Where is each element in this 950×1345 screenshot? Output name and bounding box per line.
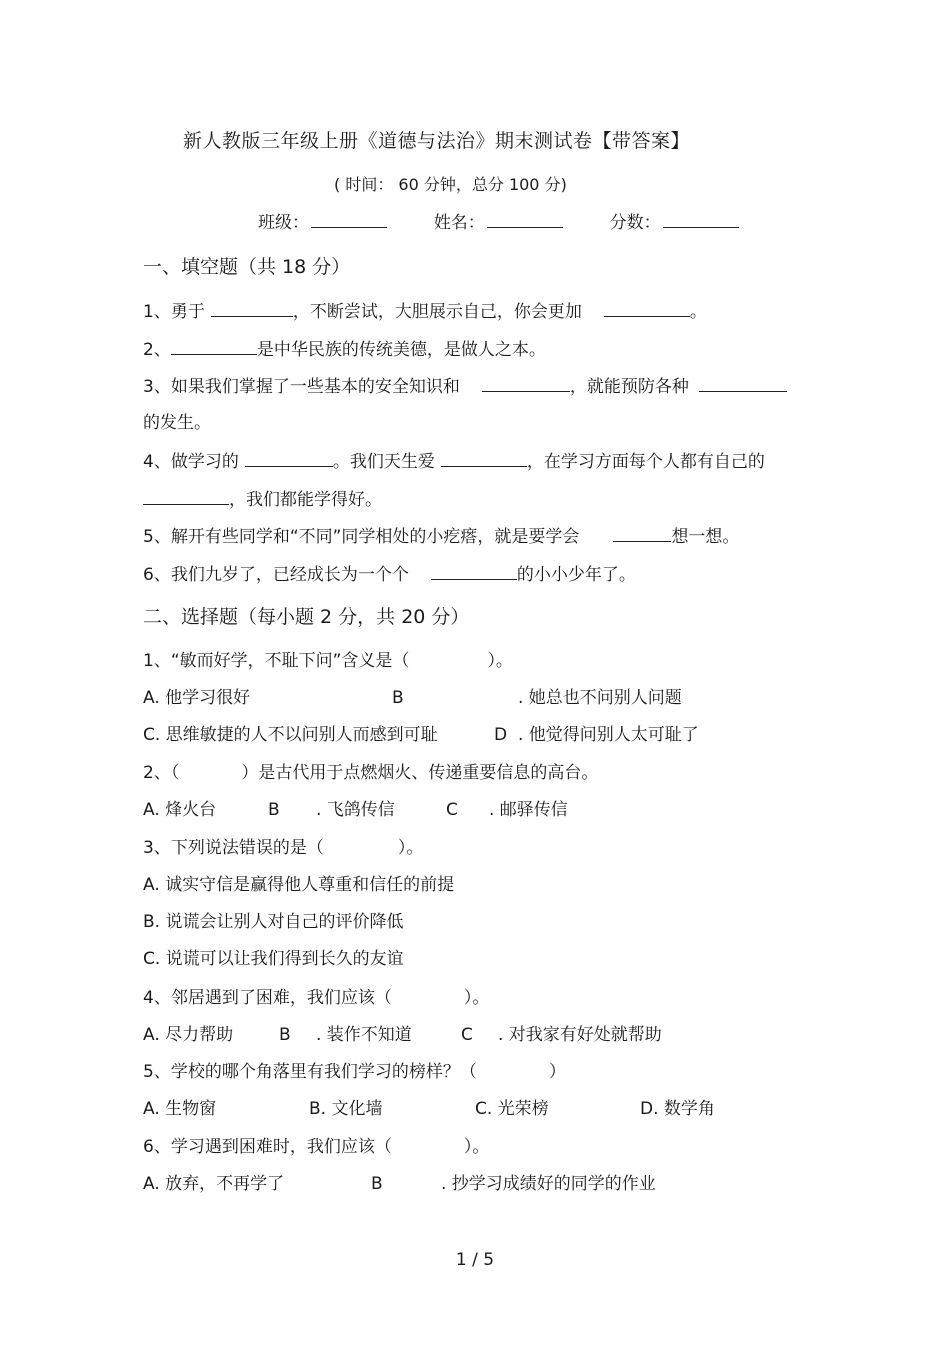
q-text: ，不断尝试，大胆展示自己，你会更加 [292,302,582,322]
q-text: ）。 [463,1137,490,1157]
option-c-letter[interactable]: C [446,800,458,820]
option-c[interactable]: . 对我家有好处就帮助 [498,1025,662,1045]
question-1-4 [143,450,765,473]
option-c[interactable]: C. 光荣榜 [475,1099,549,1119]
q-text: 想一想。 [671,527,740,547]
q-text: 1、勇于 [143,302,205,322]
answer-blank[interactable] [211,300,293,317]
option-a[interactable]: A. 尽力帮助 [143,1025,234,1045]
q-text: 5、解开有些同学和“不同”同学相处的小疙瘩，就是要学会 [143,527,580,547]
student-fields [258,211,739,234]
question-1-1 [143,300,707,323]
option-b-letter[interactable]: B [268,800,280,820]
score-label: 分数： [609,213,661,233]
q-text: 6、学习遇到困难时，我们应该（ [143,1137,392,1157]
q-text: 是中华民族的传统美德，是做人之本。 [256,340,546,360]
score-blank[interactable] [663,211,739,228]
option-a[interactable]: A. 放弃，不再学了 [143,1174,285,1194]
option-c[interactable]: . 邮驿传信 [489,800,568,820]
question-1-3-cont: 的发生。 [143,413,211,433]
answer-blank[interactable] [431,563,517,580]
q-text: ）。 [463,988,490,1008]
answer-blank[interactable] [245,450,333,467]
option-a[interactable]: A. 生物窗 [143,1099,217,1119]
option-c[interactable]: C. 思维敏捷的人不以问别人而感到可耻 [143,725,438,745]
option-b[interactable]: . 她总也不问别人问题 [518,688,682,708]
q-text: 的小小少年了。 [516,565,636,585]
q-text: 3、如果我们掌握了一些基本的安全知识和 [143,377,460,397]
q-text: ）。 [397,838,424,858]
option-d-letter[interactable]: D [494,725,508,745]
question-2-1 [143,650,513,672]
answer-blank[interactable] [143,488,229,505]
q-text: ）。 [487,651,513,671]
name-blank[interactable] [487,211,563,228]
section-choice-heading: 二、选择题（每小题 2 分，共 20 分） [143,606,470,628]
page-number: 1 / 5 [455,1250,495,1270]
answer-blank[interactable] [699,375,787,392]
q-text: 5、学校的哪个角落里有我们学习的榜样？（ [143,1062,477,1082]
option-b-letter[interactable]: B [371,1174,383,1194]
question-1-3 [143,375,787,398]
option-b-letter[interactable]: B [392,688,404,708]
section-fill-blank-heading: 一、填空题（共 18 分） [143,256,351,278]
option-c[interactable]: C. 说谎可以让我们得到长久的友谊 [143,949,404,969]
q-text: 4、做学习的 [143,452,239,472]
option-b[interactable]: B. 文化墙 [309,1099,383,1119]
q-text: 3、下列说法错误的是（ [143,838,324,858]
class-blank[interactable] [311,211,387,228]
name-label: 姓名： [433,213,485,233]
answer-blank[interactable] [441,450,527,467]
question-2-5 [143,1061,566,1083]
option-b[interactable]: B. 说谎会让别人对自己的评价降低 [143,912,404,932]
q-text: ，在学习方面每个人都有自己的 [526,452,765,472]
q-text: 。我们天生爱 [332,452,435,472]
q-text: 。 [689,302,707,322]
option-b[interactable]: . 装作不知道 [316,1025,412,1045]
option-b[interactable]: . 抄学习成绩好的同学的作业 [441,1174,656,1194]
answer-blank[interactable] [171,338,257,355]
question-2-4 [143,987,489,1009]
question-1-4-cont [143,488,382,511]
answer-blank[interactable] [613,525,671,542]
q-text: 2、（ [143,763,180,783]
q-text: 1、“敏而好学，不耻下问”含义是（ [143,651,410,671]
answer-blank[interactable] [482,375,570,392]
q-text: 4、邻居遇到了困难，我们应该（ [143,988,392,1008]
q-text: ，就能预防各种 [569,377,689,397]
q-text: 2、 [143,340,171,360]
question-1-6 [143,563,636,586]
page-title: 新人教版三年级上册《道德与法治》期末测试卷【带答案】 [183,130,691,152]
option-a[interactable]: A. 他学习很好 [143,688,251,708]
exam-info: ( 时间： 60 分钟，总分 100 分) [334,175,567,194]
option-d[interactable]: . 他觉得问别人太可耻了 [518,725,699,745]
class-label: 班级： [258,213,309,233]
option-a[interactable]: A. 烽火台 [143,800,217,820]
option-d[interactable]: D. 数学角 [640,1099,715,1119]
question-1-2 [143,338,546,361]
q-text: ）是古代用于点燃烟火、传递重要信息的高台。 [241,763,599,783]
q-text: 6、我们九岁了，已经成长为一个个 [143,565,409,585]
answer-blank[interactable] [604,300,690,317]
question-2-3 [143,837,423,859]
question-2-6 [143,1136,489,1158]
option-b-letter[interactable]: B [279,1025,291,1045]
option-a[interactable]: A. 诚实守信是赢得他人尊重和信任的前提 [143,875,455,895]
option-b[interactable]: . 飞鸽传信 [316,800,395,820]
option-c-letter[interactable]: C [461,1025,473,1045]
question-1-5 [143,525,739,548]
question-2-2 [143,762,598,784]
q-text: ） [548,1062,566,1082]
q-text: ，我们都能学得好。 [229,490,382,510]
